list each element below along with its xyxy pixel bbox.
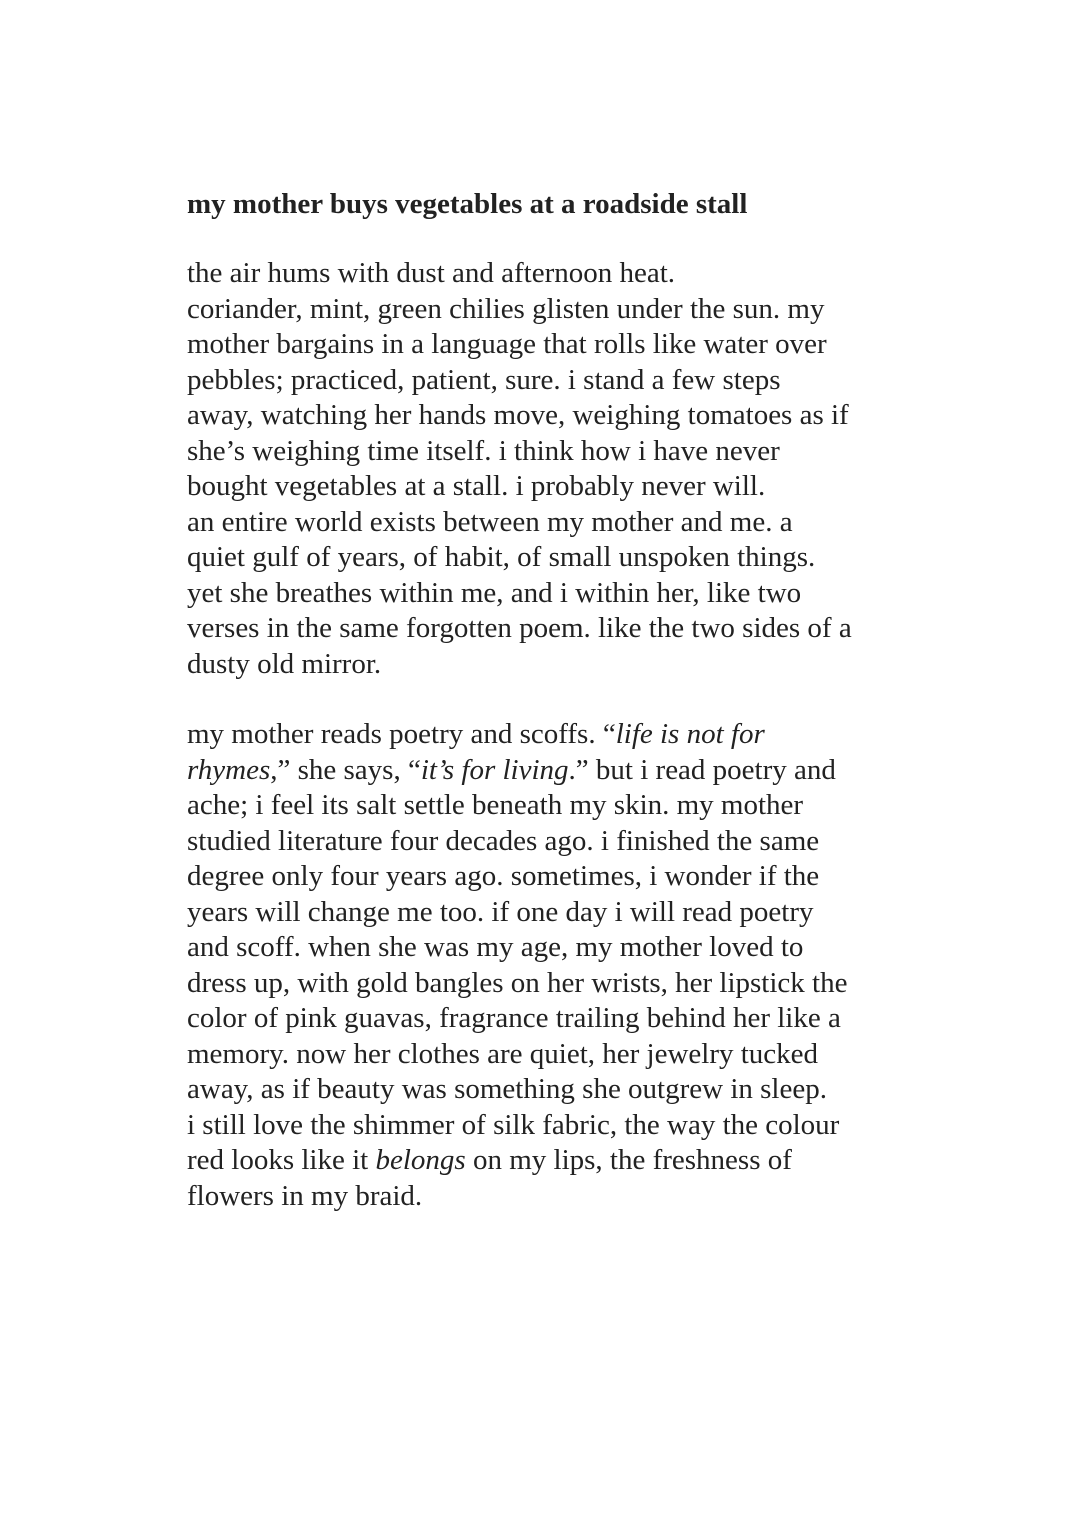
italic-quote: life is not for [615, 718, 765, 750]
poem-line: ache; i feel its salt settle beneath my skin. my mother [187, 789, 804, 821]
poem-line: bought vegetables at a stall. i probably never will. [187, 470, 766, 502]
poem-line: an entire world exists between my mother and me. a [187, 505, 793, 538]
italic-quote: rhymes [187, 753, 271, 786]
poem-line: dusty old mirror. [187, 647, 382, 680]
line-text: red looks like it [187, 1144, 376, 1176]
poem-line: years will change me too. if one day i will read poetry [187, 895, 814, 928]
poem-line: she’s weighing time itself. i think how i have never [187, 434, 780, 467]
poem-line: away, watching her hands move, weighing tomatoes as if [187, 399, 849, 431]
stanza-1 [187, 256, 947, 682]
italic-quote: it’s for living [420, 753, 569, 786]
poem-line: verses in the same forgotten poem. like the two sides of a [187, 612, 852, 644]
line-text: ,” she says, “ [270, 753, 421, 786]
poem-line: flowers in my braid. [187, 1179, 423, 1212]
poem-line: away, as if beauty was something she outgrew in sleep. [187, 1073, 827, 1105]
poem-line: the air hums with dust and afternoon heat. [187, 257, 676, 289]
stanza-2 [187, 717, 947, 1214]
poem-line: quiet gulf of years, of habit, of small unspoken things. [187, 541, 816, 573]
poem-line [187, 717, 947, 753]
poem-line: i still love the shimmer of silk fabric, the way the colour [187, 1108, 840, 1141]
line-text: .” but i read poetry and [568, 753, 836, 786]
line-text: on my lips, the freshness of [465, 1144, 792, 1176]
poem-line: memory. now her clothes are quiet, her jewelry tucked [187, 1037, 819, 1070]
italic-word: belongs [375, 1144, 466, 1176]
poem-line: color of pink guavas, fragrance trailing behind her like a [187, 1002, 841, 1034]
poem-line: yet she breathes within me, and i within her, like two [187, 576, 802, 609]
poem-line: and scoff. when she was my age, my mother loved to [187, 931, 804, 963]
poem-title: my mother buys vegetables at a roadside stall [187, 188, 748, 220]
poem-line: degree only four years ago. sometimes, i wonder if the [187, 860, 820, 892]
line-text: my mother reads poetry and scoffs. “ [187, 718, 616, 750]
poem-line [187, 753, 947, 789]
poem-line: dress up, with gold bangles on her wrists, her lipstick the [187, 966, 848, 999]
poem-line: coriander, mint, green chilies glisten under the sun. my [187, 292, 825, 325]
poem-line [187, 1143, 947, 1179]
poem-line: pebbles; practiced, patient, sure. i stand a few steps [187, 363, 781, 396]
poem-line: studied literature four decades ago. i finished the same [187, 824, 820, 857]
poem-line: mother bargains in a language that rolls like water over [187, 328, 827, 360]
poem [187, 186, 947, 1249]
